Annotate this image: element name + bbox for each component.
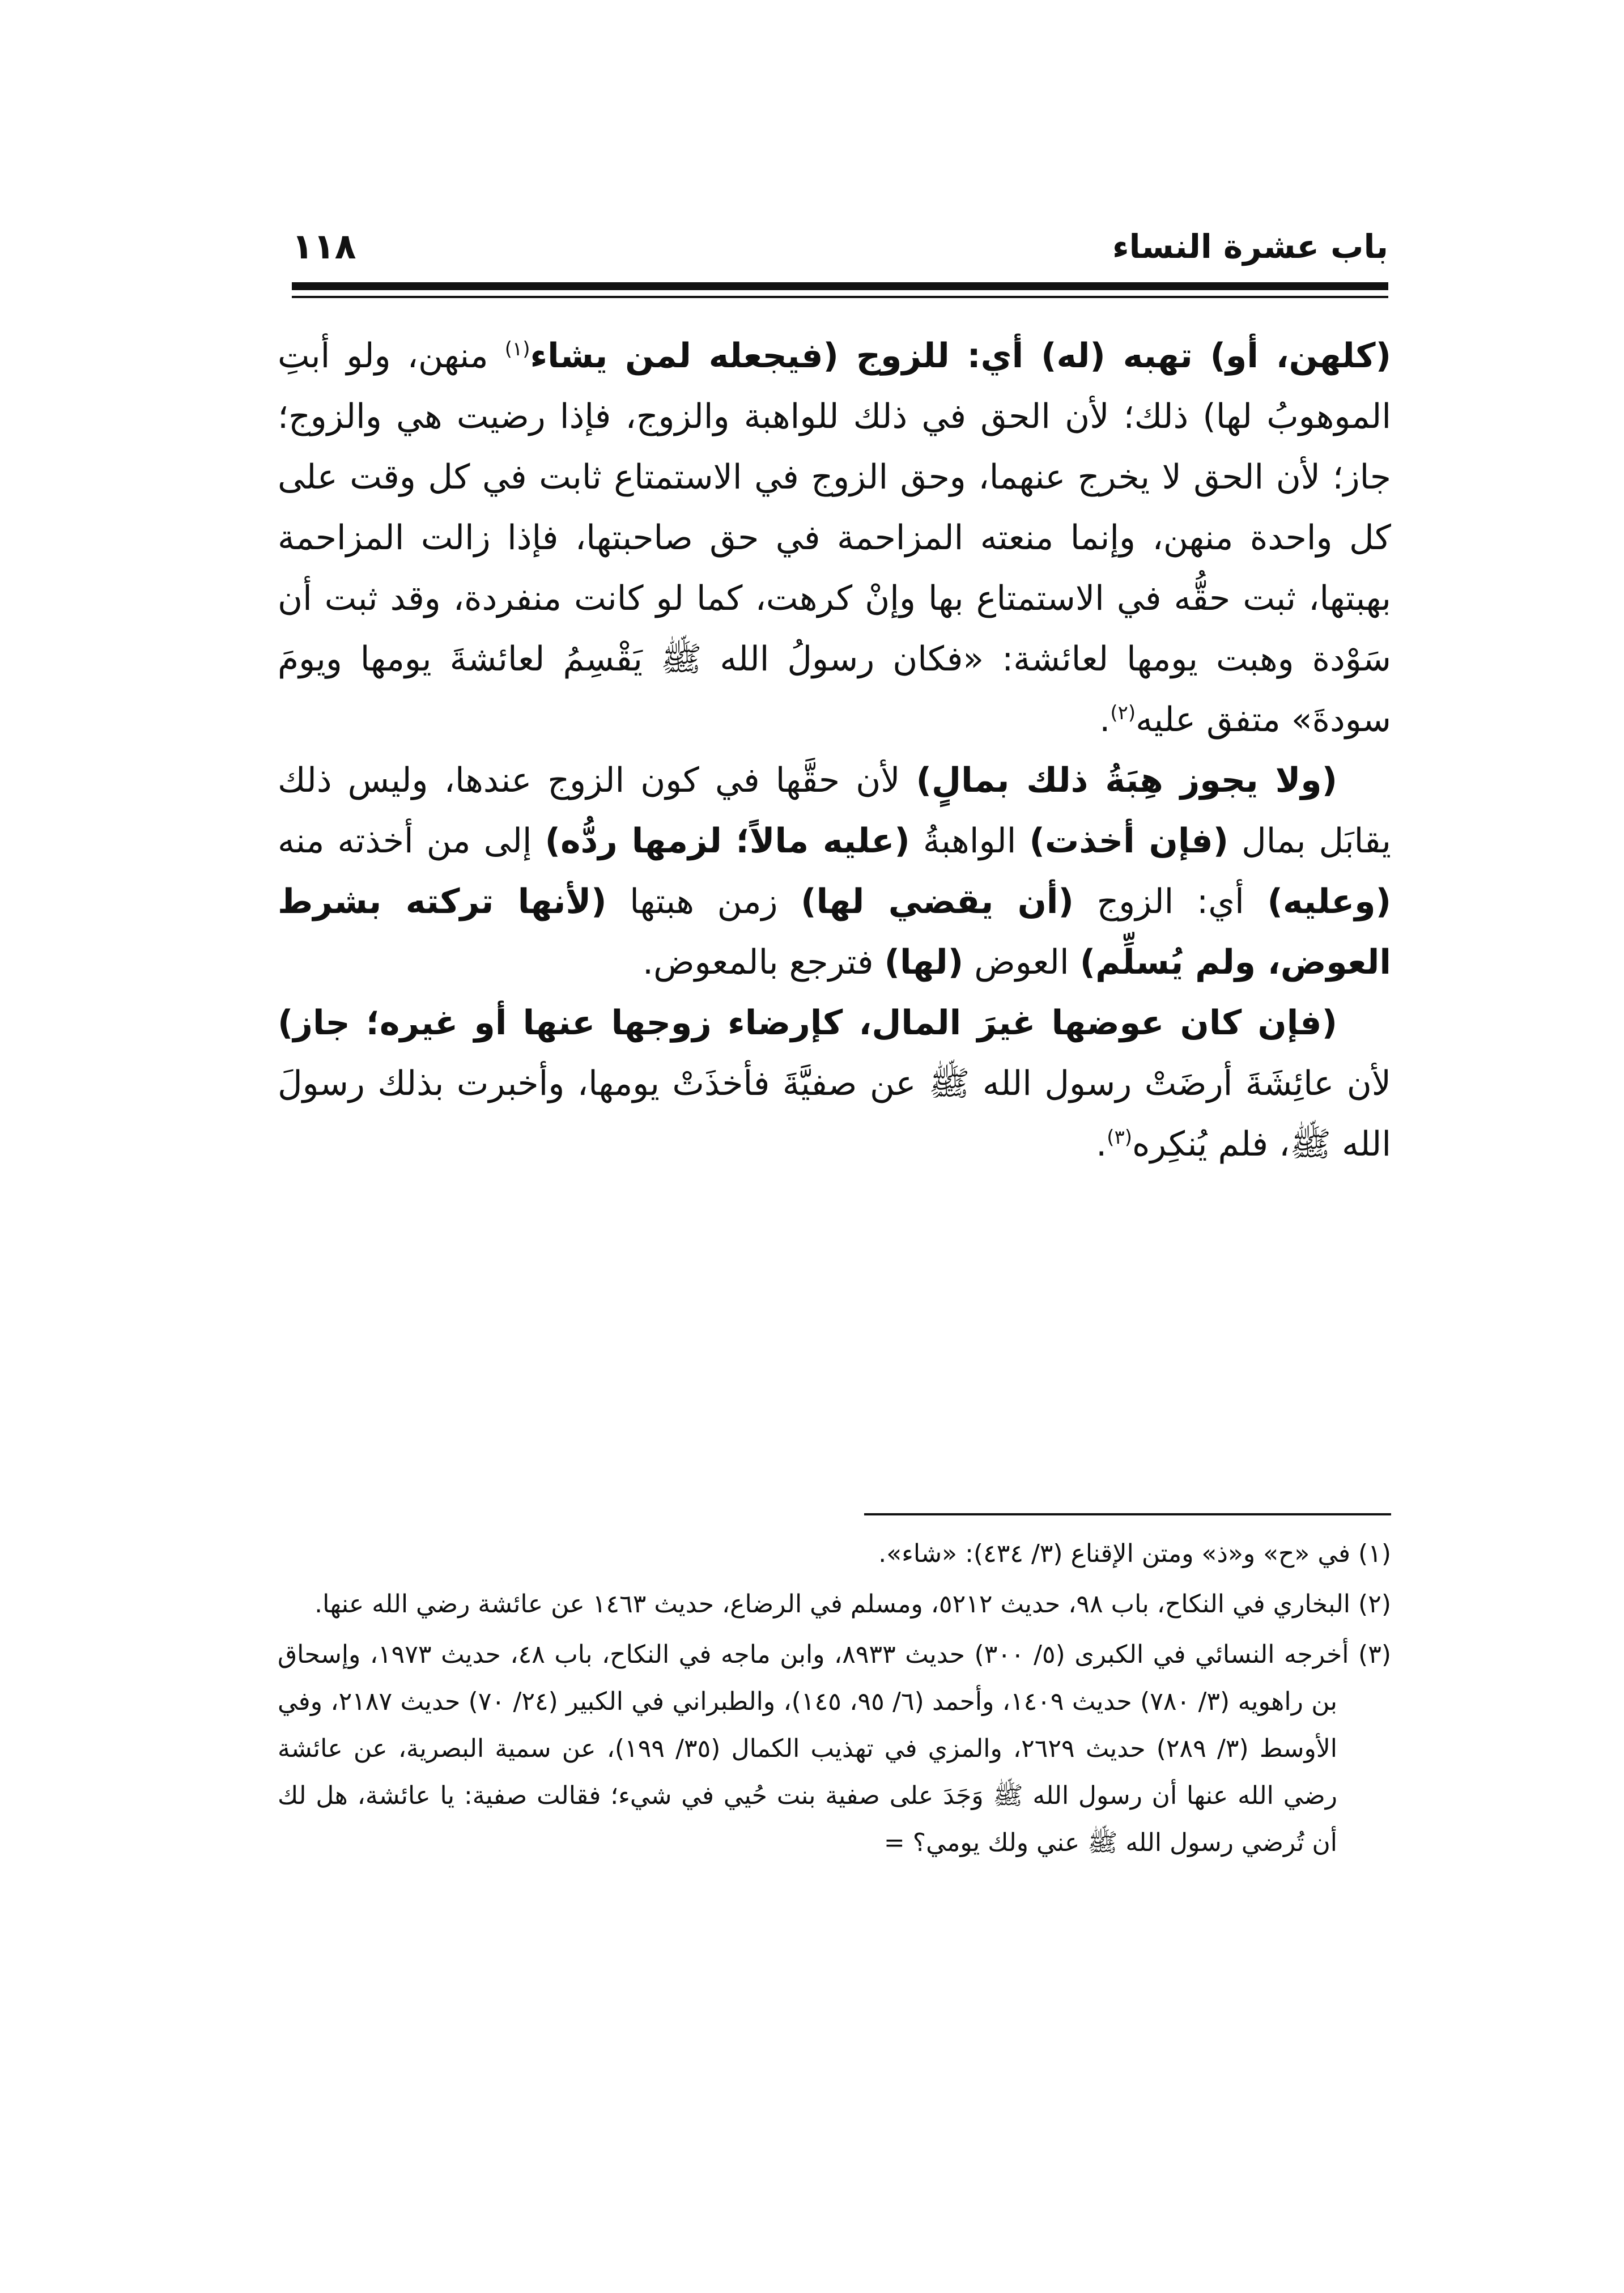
sharh-text: . bbox=[1099, 700, 1111, 740]
sharh-text: . bbox=[1096, 1124, 1107, 1164]
matn-text: (وعليه) bbox=[1267, 882, 1392, 922]
header-rule-thick bbox=[292, 282, 1388, 290]
header-rule-thin bbox=[292, 296, 1388, 298]
page-number: ١١٨ bbox=[292, 226, 356, 267]
body-paragraph bbox=[278, 326, 1391, 750]
footnote-reference: (١) bbox=[504, 338, 530, 360]
sharh-text: الواهبةُ bbox=[909, 821, 1030, 861]
footnote-3: (٣) أخرجه النسائي في الكبرى (٥/ ٣٠٠) حديث ٨٩٣٣، وابن ماجه في النكاح، باب ٤٨، حديث ١٩٧٣، وإسحاق بن راهويه (٣/ ٧٨٠) حديث ١٤٠٩، وأحمد (٦/ ٩٥، ١٤٥)، والطبراني في الكبير (٢٤/ ٧٠) حديث ٢١٨٧، وفي الأوسط (٣/ ٢٨٩) حديث ٢٦٢٩، والمزي في تهذيب الكمال (٣٥/ ١٩٩)، عن سمية البصرية، عن عائشة رضي الله عنها أن رسول الله ﷺ وَجَدَ على صفية بنت حُيي في شيء؛ فقالت صفية: يا عائشة، هل لك أن تُرضي رسول الله ﷺ عني ولك يومي؟ = bbox=[278, 1640, 1392, 1857]
sharh-text: العوض bbox=[963, 942, 1080, 982]
matn-text: (أن يقضي لها) bbox=[801, 882, 1074, 922]
footnote-separator bbox=[864, 1513, 1391, 1515]
sharh-text: لأن عائِشَةَ أرضَتْ رسول الله ﷺ عن صفيَّةَ فأخذَتْ يومها، وأخبرت بذلك رسولَ الله ﷺ، فلم يُنكِره bbox=[278, 1064, 1391, 1164]
sharh-text: فترجع بالمعوض. bbox=[643, 942, 885, 982]
matn-text: (لأنها تركته بشرط العوض، ولم يُسلِّم) bbox=[278, 882, 1391, 982]
main-text bbox=[278, 326, 1391, 1175]
body-paragraph bbox=[278, 750, 1391, 993]
sharh-text: لأن حقَّها في كون الزوج عندها، وليس ذلك يقابَل بمال bbox=[278, 761, 1391, 861]
matn-text: (لها) bbox=[884, 942, 964, 982]
matn-text: (فإن أخذت) bbox=[1029, 821, 1229, 861]
sharh-text: زمن هبتها bbox=[606, 882, 801, 922]
sharh-text: منهن، ولو أبتِ الموهوبُ لها) ذلك؛ لأن الحق في ذلك للواهبة والزوج، فإذا رضيت هي والزوج؛ جاز؛ لأن الحق لا يخرج عنهما، وحق الزوج في الاستمتاع ثابت في كل وقت على كل واحدة منهن، وإنما منعته المزاحمة في حق صاحبتها، فإذا زالت المزاحمة بهبتها، ثبت حقُّه في الاستمتاع بها وإنْ كرهت، كما لو كانت منفردة، وقد ثبت أن سَوْدة وهبت يومها لعائشة: «فكان رسولُ الله ﷺ يَقْسِمُ لعائشةَ يومها ويومَ سودةَ» متفق عليه bbox=[278, 336, 1391, 740]
matn-text: (عليه مالاً؛ لزمها ردُّه) bbox=[545, 821, 910, 861]
sharh-text: أي: الزوج bbox=[1073, 882, 1268, 922]
footnote-2: (٢) البخاري في النكاح، باب ٩٨، حديث ٥٢١٢، ومسلم في الرضاع، حديث ١٤٦٣ عن عائشة رضي الله عنها. bbox=[314, 1590, 1391, 1619]
sharh-text: إلى من أخذته منه bbox=[278, 821, 545, 861]
chapter-title: باب عشرة النساء bbox=[1112, 227, 1388, 266]
footnote-1: (١) في «ح» و«ذ» ومتن الإقناع (٣/ ٤٣٤): «شاء». bbox=[878, 1539, 1391, 1568]
page-header bbox=[292, 224, 1388, 269]
footnote-reference: (٢) bbox=[1110, 702, 1136, 724]
matn-text: (ولا يجوز هِبَةُ ذلك بمالٍ) bbox=[916, 761, 1337, 800]
body-paragraph bbox=[278, 993, 1391, 1175]
matn-text: (فإن كان عوضها غيرَ المال، كإرضاء زوجها عنها أو غيره؛ جاز) bbox=[278, 1003, 1337, 1043]
footnotes bbox=[278, 1530, 1391, 1870]
footnote-reference: (٣) bbox=[1107, 1126, 1132, 1149]
matn-text: (كلهن، أو) تهبه (له) أي: للزوج (فيجعله لمن يشاء bbox=[530, 336, 1391, 376]
